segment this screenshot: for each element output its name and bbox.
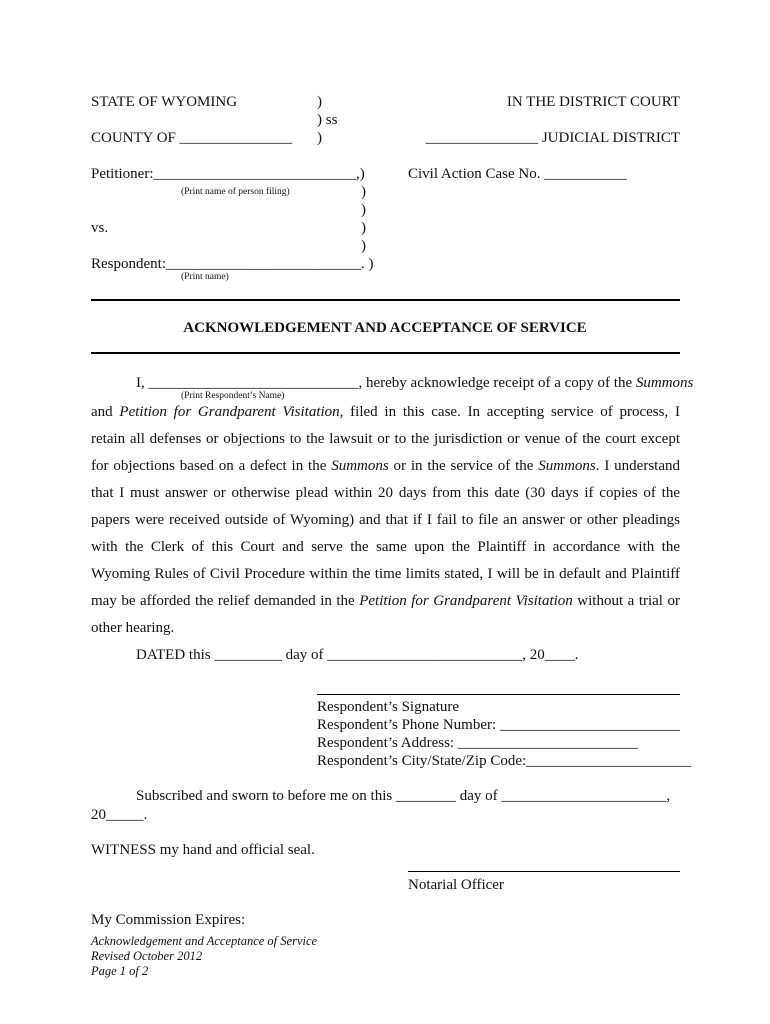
body-line-5: that I must answer or otherwise plead within 20 days from this date (30 days if copies of the [91,485,680,501]
year-line: 20_____. [91,807,148,823]
respondent-signature-line[interactable] [317,694,680,695]
body-text: . I understand [595,458,680,474]
body-line-10: other hearing. [91,620,175,636]
body-line-1 [136,376,693,391]
title-top-rule [91,299,680,301]
subscribed-line: Subscribed and sworn to before me on this ________ day of ______________________, [136,788,671,804]
caption-paren: ) [317,130,322,146]
witness-line: WITNESS my hand and official seal. [91,842,315,858]
footer-revised: Revised October 2012 [91,949,203,963]
petitioner-hint: (Print name of person filing) [181,187,290,197]
caption-paren: ) [361,202,366,218]
body-text: or in the service of the [388,458,539,474]
summons-term: Summons [538,458,596,474]
respondent-address-field[interactable]: Respondent’s Address: ________________________ [317,735,638,751]
vs-label: vs. [91,220,109,236]
title-bottom-rule [91,352,680,354]
county-label: COUNTY OF _______________ [91,130,293,146]
petition-term: Petition for Grandparent Visitation [119,404,340,420]
commission-expires-label: My Commission Expires: [91,912,246,928]
caption-paren: ) [317,94,322,110]
body-line-8: Wyoming Rules of Civil Procedure within the time limits stated, I will be in default and Plaintiff [91,566,680,582]
body-text: , filed in this case. In accepting service of process, I [339,404,680,420]
body-text: may be afforded the relief demanded in the [91,593,360,609]
caption-paren: ) [361,184,366,200]
dated-line: DATED this _________ day of __________________________, 20____. [136,647,579,663]
state-label: STATE OF WYOMING [91,94,238,110]
district-label: _______________ JUDICIAL DISTRICT [425,130,680,146]
footer-form-name: Acknowledgement and Acceptance of Service [91,934,318,948]
body-line-4 [91,459,680,474]
respondent-signature-label: Respondent’s Signature [317,699,460,715]
caption-paren: ) [361,238,366,254]
petitioner-label: Petitioner:___________________________,) [91,166,365,182]
caption-paren-ss: ) ss [317,112,338,128]
document-title: ACKNOWLEDGEMENT AND ACCEPTANCE OF SERVICE [183,320,587,336]
summons-term: Summons [331,458,389,474]
respondent-phone-field[interactable]: Respondent’s Phone Number: ________________________ [317,717,680,733]
respondent-city-field[interactable]: Respondent’s City/State/Zip Code:______________________ [317,753,692,769]
body-text: and [91,404,120,420]
petition-term: Petition for Grandparent Visitation [359,593,573,609]
body-line-6: papers were received outside of Wyoming) and that if I fail to file an answer or other pleadings [91,512,680,528]
body-line-3: retain all defenses or objections to the lawsuit or to the jurisdiction or venue of the court except [91,431,680,447]
case-number-label: Civil Action Case No. ___________ [408,166,627,182]
body-line-7: with the Clerk of this Court and serve the same upon the Plaintiff in accordance with the [91,539,680,555]
summons-term: Summons [635,375,694,391]
body-line-2 [91,405,680,420]
court-label: IN THE DISTRICT COURT [506,94,680,110]
notarial-officer-label: Notarial Officer [408,877,504,893]
notary-signature-line[interactable] [408,871,680,872]
respondent-label: Respondent:__________________________. ) [91,256,374,272]
footer-page-number: Page 1 of 2 [91,964,149,978]
body-line-9 [91,594,680,609]
respondent-hint: (Print name) [181,272,229,282]
respondent-name-hint: (Print Respondent’s Name) [181,391,285,401]
caption-paren: ) [361,220,366,236]
body-text: for objections based on a defect in the [91,458,332,474]
body-text: I, ____________________________, hereby acknowledge receipt of a copy of the [136,375,636,391]
body-text: without a trial or [572,593,680,609]
